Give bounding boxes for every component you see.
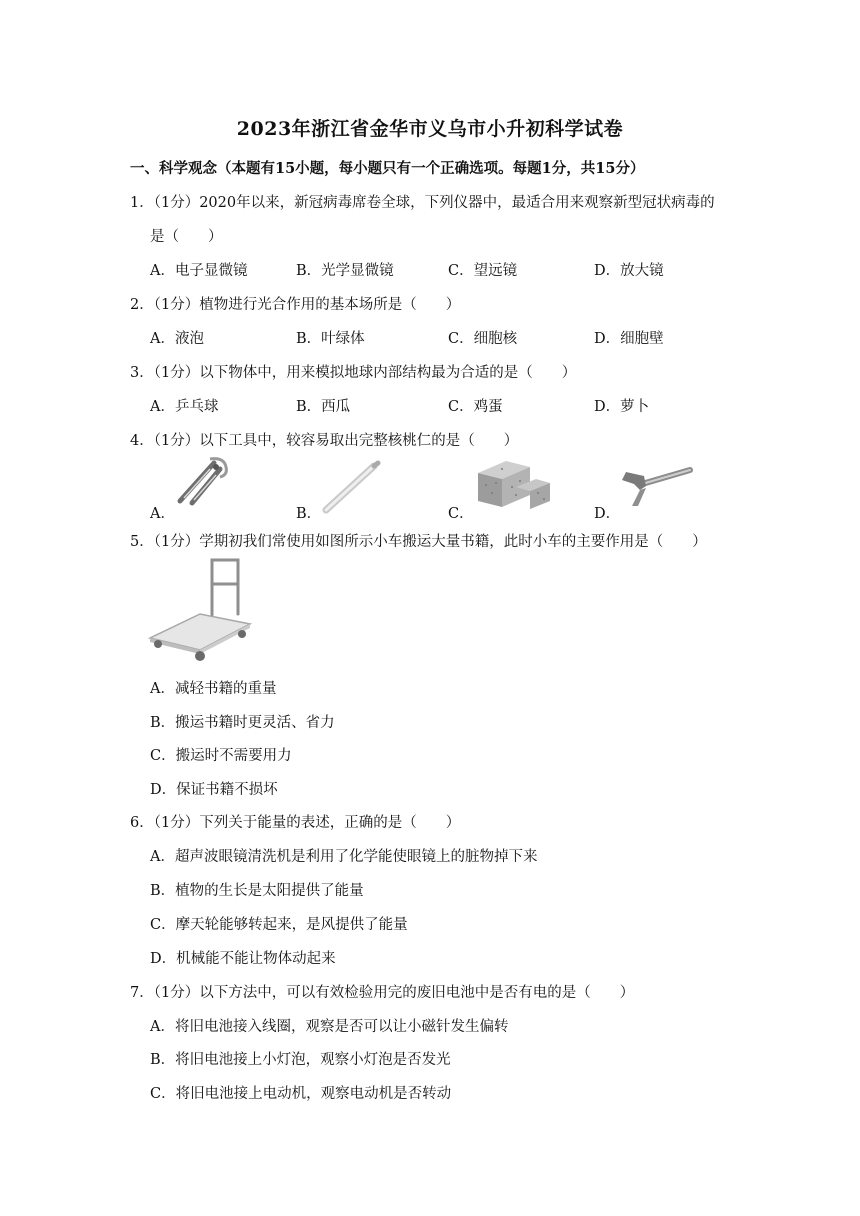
q3-option-b: B．西瓜 [296, 399, 351, 415]
question-7: 7．（1分）以下方法中，可以有效检验用完的废旧电池中是否有电的是（ ） [130, 985, 635, 1001]
section-heading: 一、科学观念（本题有15小题，每小题只有一个正确选项。每题1分，共15分） [130, 160, 645, 177]
q1-option-a: A．电子显微镜 [150, 263, 248, 279]
q1-option-c: C．望远镜 [448, 263, 518, 279]
question-3: 3．（1分）以下物体中，用来模拟地球内部结构最为合适的是（ ） [130, 365, 577, 381]
question-1: 1．（1分）2020年以来，新冠病毒席卷全球，下列仪器中，最适合用来观察新型冠状病毒的 [130, 195, 715, 211]
q4-option-b: B． [296, 506, 322, 522]
question-5: 5．（1分）学期初我们常使用如图所示小车搬运大量书籍，此时小车的主要作用是（ ） [130, 534, 707, 550]
q6-option-a: A．超声波眼镜清洗机是利用了化学能使眼镜上的脏物掉下来 [150, 849, 538, 865]
q1-option-d: D．放大镜 [594, 263, 664, 279]
question-4: 4．（1分）以下工具中，较容易取出完整核桃仁的是（ ） [130, 433, 519, 449]
q3-option-d: D．萝卜 [594, 399, 650, 415]
q7-option-b: B．将旧电池接上小灯泡，观察小灯泡是否发光 [150, 1052, 451, 1068]
q7-option-a: A．将旧电池接入线圈，观察是否可以让小磁针发生偏转 [150, 1019, 509, 1035]
q7-option-c: C．将旧电池接上电动机，观察电动机是否转动 [150, 1086, 452, 1102]
q5-option-d: D．保证书籍不损坏 [150, 782, 278, 798]
q6-option-c: C．摩天轮能够转起来，是风提供了能量 [150, 917, 408, 933]
q6-option-d: D．机械能不能让物体动起来 [150, 951, 336, 967]
q5-option-a: A．减轻书籍的重量 [150, 681, 277, 697]
q3-option-a: A．乒乓球 [150, 399, 219, 415]
rod-icon [322, 460, 382, 516]
q3-option-c: C．鸡蛋 [448, 399, 503, 415]
q6-option-b: B．植物的生长是太阳提供了能量 [150, 883, 364, 899]
q2-option-c: C．细胞核 [448, 331, 518, 347]
hammer-icon [616, 462, 696, 512]
q2-option-d: D．细胞壁 [594, 331, 664, 347]
question-1-continuation: 是（ ） [150, 229, 223, 245]
q2-option-b: B．叶绿体 [296, 331, 365, 347]
q2-option-a: A．液泡 [150, 331, 204, 347]
cart-icon [146, 554, 254, 664]
page-title: 2023年浙江省金华市义乌市小升初科学试卷 [236, 118, 624, 140]
question-6: 6．（1分）下列关于能量的表述，正确的是（ ） [130, 815, 461, 831]
q1-option-b: B．光学显微镜 [296, 263, 394, 279]
nutcracker-icon [170, 455, 232, 507]
question-2: 2．（1分）植物进行光合作用的基本场所是（ ） [130, 297, 461, 313]
q4-option-a: A． [150, 506, 175, 522]
brick-icon [472, 457, 552, 513]
q4-option-c: C． [448, 506, 474, 522]
q5-option-b: B．搬运书籍时更灵活、省力 [150, 715, 335, 731]
q4-option-d: D． [594, 506, 621, 522]
q5-option-c: C．搬运时不需要用力 [150, 748, 292, 764]
